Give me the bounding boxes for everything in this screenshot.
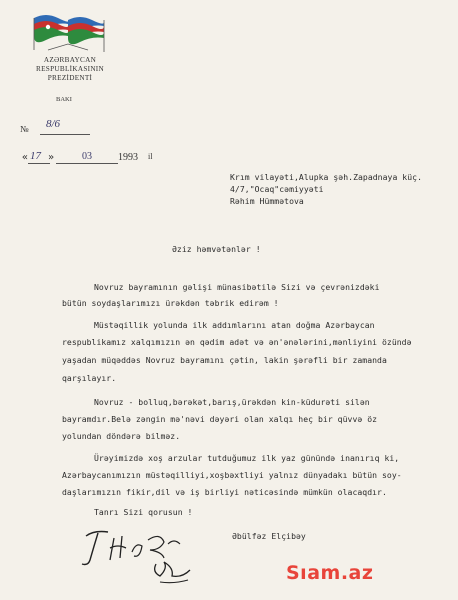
- org-line-1: AZƏRBAYCAN: [43, 56, 97, 64]
- city-label: BAKI: [56, 96, 72, 103]
- handwritten-signature-icon: [64, 524, 214, 594]
- number-label: №: [20, 124, 29, 134]
- body-line: respublikamız xalqımızın ən qədim adət və ən'ənələrini,mənliyini özündə: [62, 337, 412, 347]
- date-year: 1993: [118, 152, 138, 163]
- body-line: yolundan döndərə bilməz.: [62, 431, 181, 441]
- address-line-3: Rəhim Hümmətova: [230, 196, 304, 206]
- body-line: bütün soydaşlarımızı ürəkdən təbrik edirəm !: [62, 298, 279, 308]
- watermark-logo: Sıam.az: [286, 562, 374, 584]
- body-line: Novruz bayramının gəlişi münasibətilə Sizi və çevrənizdəki: [94, 282, 380, 292]
- address-line-2: 4/7,"Ocaq"cəmiyyəti: [230, 184, 324, 194]
- body-line: Müstəqillik yolunda ilk addımlarını atan doğma Azərbaycan: [94, 320, 375, 330]
- body-line: Novruz - bolluq,bərəkət,barış,ürəkdən kin-küdurəti silən: [94, 397, 370, 407]
- body-line: daşlarımızın fikir,dil və iş birliyi nəticəsində mümkün olacaqdır.: [62, 487, 387, 497]
- body-line: yaşadan müqəddəs Novruz bayramını çətin, lakin şərəfli bir zamanda: [62, 355, 387, 365]
- body-line: qarşılayır.: [62, 373, 117, 383]
- date-month-underline: [56, 163, 118, 164]
- body-line: Tanrı Sizi qorusun !: [94, 507, 193, 517]
- date-close-quote: »: [48, 152, 55, 163]
- date-month: 03: [82, 151, 92, 162]
- date-day-underline: [28, 163, 50, 164]
- date-suffix: il: [148, 152, 153, 161]
- signatory-name: Əbülfəz Elçibəy: [232, 531, 306, 541]
- org-line-2: RESPUBLİKASININ: [36, 65, 104, 73]
- number-value: 8/6: [46, 118, 61, 130]
- body-line: Azərbaycanımızın müstəqilliyi,xoşbəxtliyi yalnız dünyadakı bütün soy-: [62, 470, 402, 480]
- body-line: Ürəyimizdə xoş arzular tutduğumuz ilk yaz günündə inanırıq ki,: [94, 453, 400, 463]
- org-name: [0, 56, 140, 83]
- date-day: 17: [30, 150, 41, 162]
- number-underline: [40, 134, 90, 135]
- org-line-3: PREZİDENTİ: [47, 74, 93, 82]
- flags-emblem-icon: [28, 10, 108, 60]
- body-line: bayramdır.Belə zəngin mə'nəvi dəyəri olan xalqı heç bir qüvvə öz: [62, 414, 378, 424]
- salutation: Əziz həmvətənlər !: [172, 244, 261, 254]
- address-line-1: Krım vilayəti,Alupka şəh.Zapadnaya küç.: [230, 172, 422, 182]
- date-open-quote: «: [22, 152, 29, 163]
